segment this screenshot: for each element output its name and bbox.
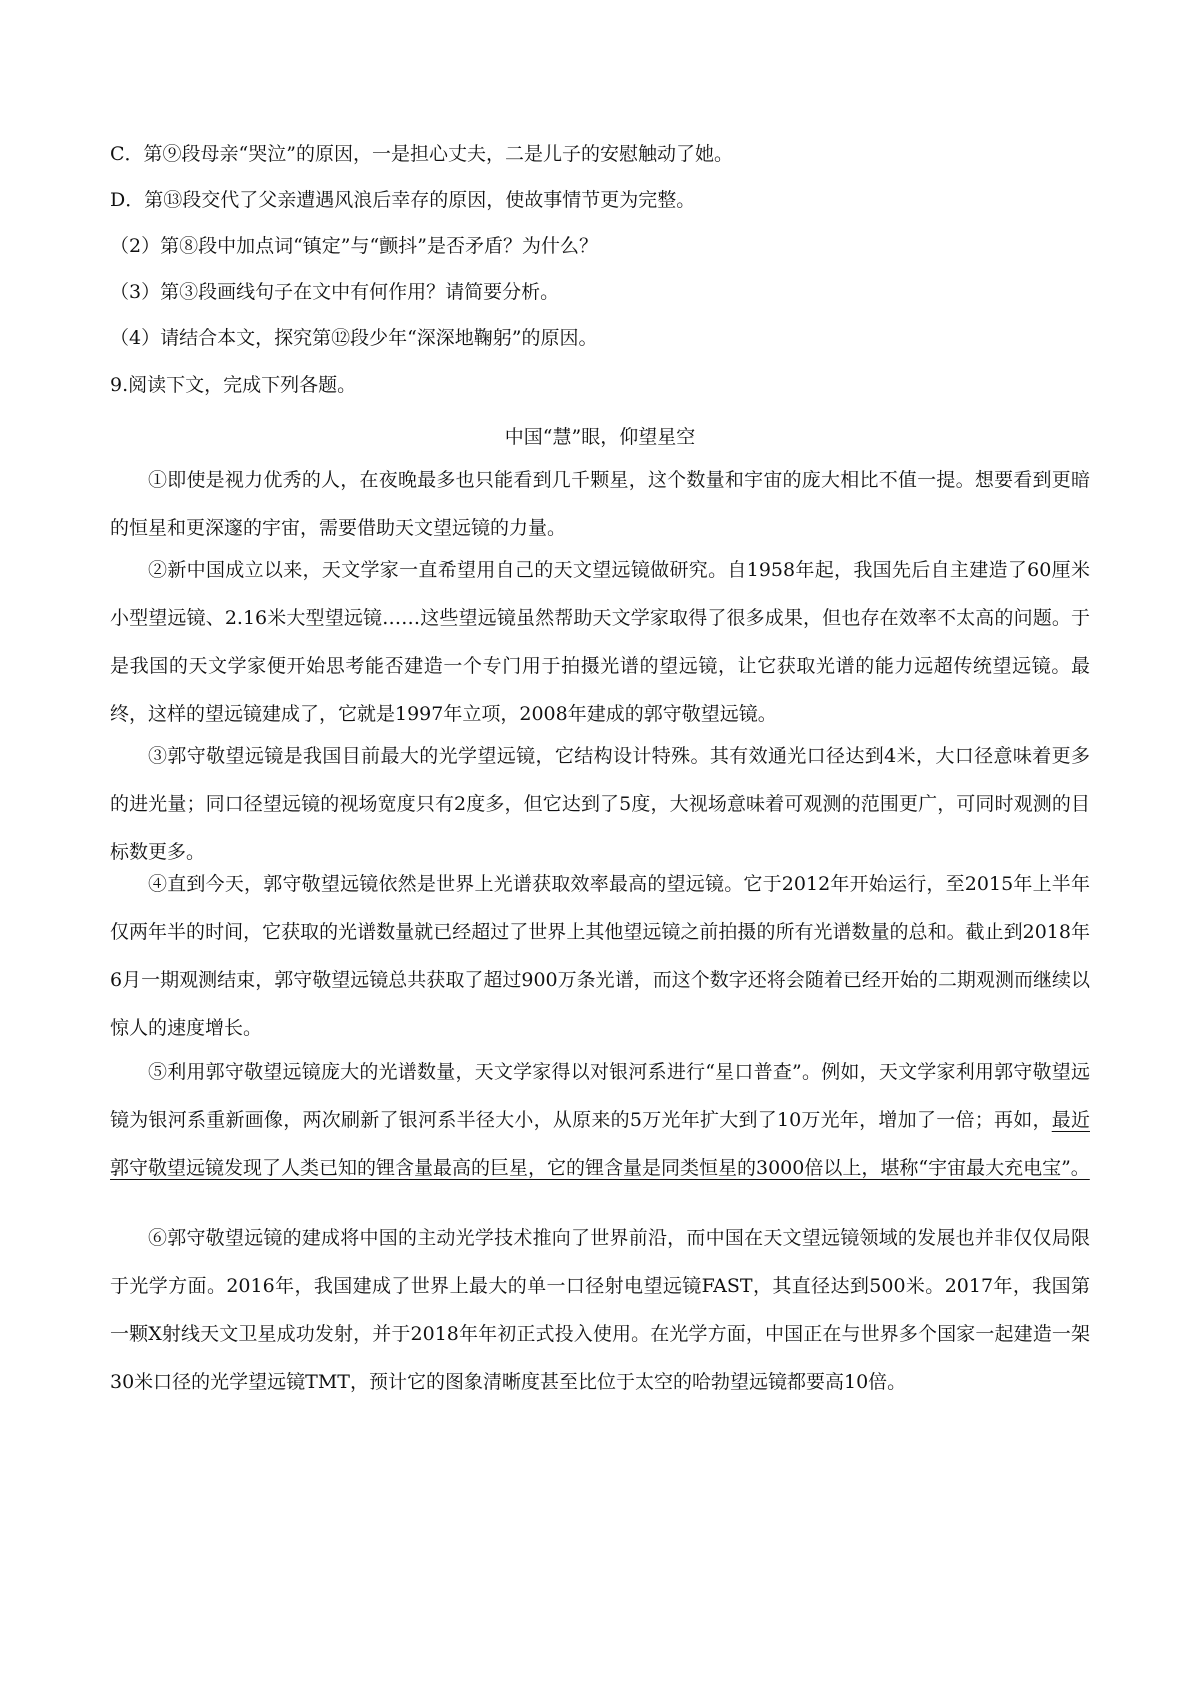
paragraph-3: ③郭守敬望远镜是我国目前最大的光学望远镜，它结构设计特殊。其有效通光口径达到4米，大口径意味着更多的进光量；同口径望远镜的视场宽度只有2度多，但它达到了5度，大视场意味着可观测的范围更广，可同时观测的目标数更多。 <box>110 745 1090 863</box>
article-title: 中国“慧”眼，仰望星空 <box>504 426 696 448</box>
option-d: D．第⑬段交代了父亲遭遇风浪后幸存的原因，使故事情节更为完整。 <box>110 189 696 211</box>
sub-question-3: （3）第③段画线句子在文中有何作用？请简要分析。 <box>110 281 560 303</box>
sub-question-2: （2）第⑧段中加点词“镇定”与“颤抖”是否矛盾？为什么？ <box>110 235 598 257</box>
option-c: C．第⑨段母亲“哭泣”的原因，一是担心丈夫，二是儿子的安慰触动了她。 <box>110 143 733 165</box>
underlined-sentence: 最近郭守敬望远镜发现了人类已知的锂含量最高的巨星，它的锂含量是同类恒星的3000倍以上，堪称“宇宙最大充电宝”。 <box>110 1109 1090 1179</box>
sub-question-4: （4）请结合本文，探究第⑫段少年“深深地鞠躬”的原因。 <box>110 327 598 349</box>
paragraph-4: ④直到今天，郭守敬望远镜依然是世界上光谱获取效率最高的望远镜。它于2012年开始运行，至2015年上半年仅两年半的时间，它获取的光谱数量就已经超过了世界上其他望远镜之前拍摄的所有光谱数量的总和。截止到2018年6月一期观测结束，郭守敬望远镜总共获取了超过900万条光谱，而这个数字还将会随着已经开始的二期观测而继续以惊人的速度增长。 <box>110 873 1090 1039</box>
paragraph-2: ②新中国成立以来，天文学家一直希望用自己的天文望远镜做研究。自1958年起，我国先后自主建造了60厘米小型望远镜、2.16米大型望远镜……这些望远镜虽然帮助天文学家取得了很多成果，但也存在效率不太高的问题。于是我国的天文学家便开始思考能否建造一个专门用于拍摄光谱的望远镜，让它获取光谱的能力远超传统望远镜。最终，这样的望远镜建成了，它就是1997年立项，2008年建成的郭守敬望远镜。 <box>110 559 1090 725</box>
question-9-heading: 9.阅读下文，完成下列各题。 <box>110 374 357 396</box>
paragraph-6: ⑥郭守敬望远镜的建成将中国的主动光学技术推向了世界前沿，而中国在天文望远镜领域的发展也并非仅仅局限于光学方面。2016年，我国建成了世界上最大的单一口径射电望远镜FAST，其直径达到500米。2017年，我国第一颗X射线天文卫星成功发射，并于2018年年初正式投入使用。在光学方面，中国正在与世界多个国家一起建造一架30米口径的光学望远镜TMT，预计它的图象清晰度甚至比位于太空的哈勃望远镜都要高10倍。 <box>110 1227 1090 1393</box>
paragraph-5-text: ⑤利用郭守敬望远镜庞大的光谱数量，天文学家得以对银河系进行“星口普查”。例如，天文学家利用郭守敬望远镜为银河系重新画像，两次刷新了银河系半径大小，从原来的5万光年扩大到了10万光年，增加了一倍；再如， <box>110 1061 1090 1131</box>
paragraph-5 <box>110 1048 1090 1192</box>
paragraph-1: ①即使是视力优秀的人，在夜晚最多也只能看到几千颗星，这个数量和宇宙的庞大相比不值一提。想要看到更暗的恒星和更深邃的宇宙，需要借助天文望远镜的力量。 <box>110 469 1090 539</box>
